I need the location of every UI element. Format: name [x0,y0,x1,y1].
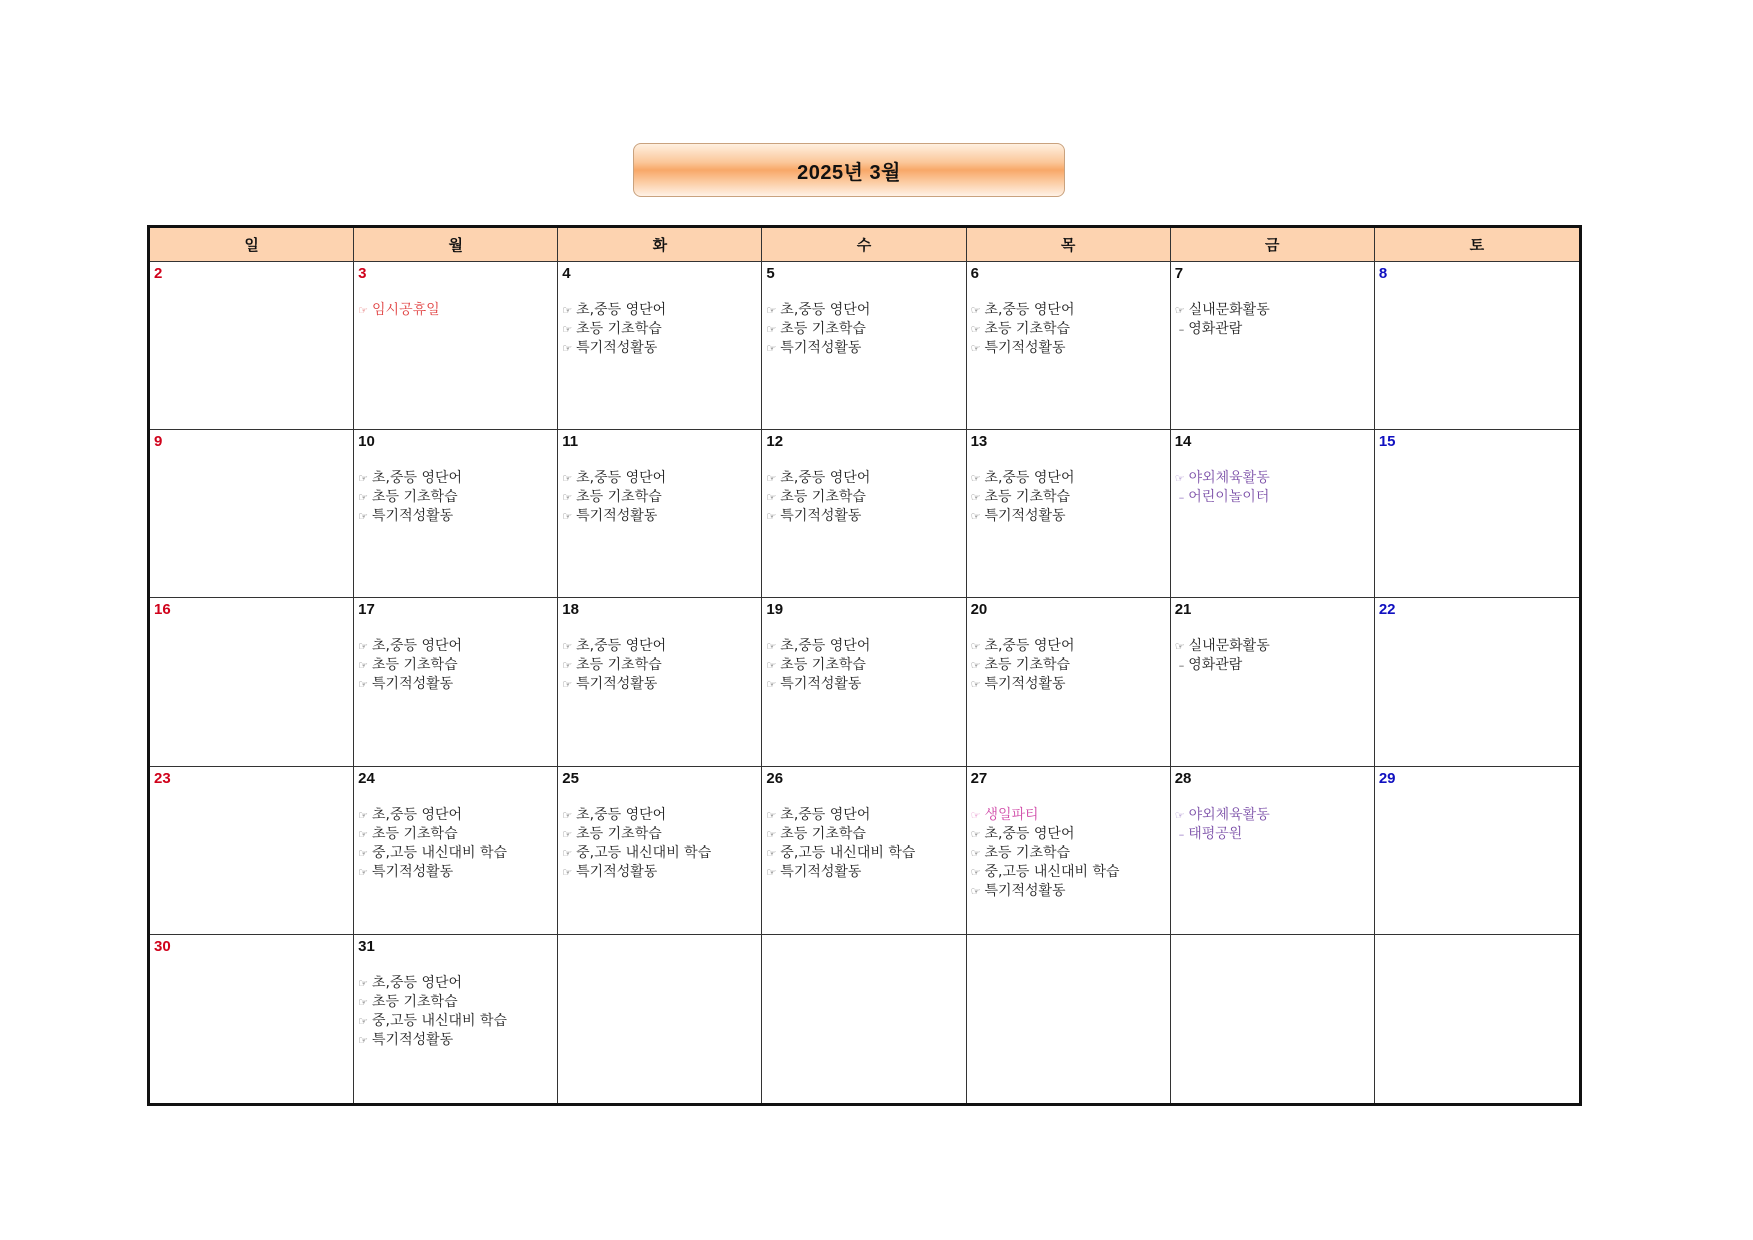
event-text: 초등 기초학습 [780,489,866,506]
event-list [766,469,961,526]
event-list [358,637,553,694]
event-item [358,488,553,507]
event-item [1175,488,1370,507]
weekday-header-tue: 화 [558,228,762,262]
event-text: 특기적성활동 [372,1031,454,1048]
calendar-day-cell [762,430,966,598]
event-text: 초,중등 영단어 [984,302,1075,318]
event-text: 특기적성활동 [372,676,454,693]
day-number: 12 [766,433,784,451]
event-text: 특기적성활동 [984,676,1066,693]
event-text: 특기적성활동 [780,340,862,356]
pointing-hand-icon: ☞ [766,304,777,317]
dash-icon: – [1178,491,1185,505]
day-number: 20 [970,601,988,619]
calendar-day-cell [1171,598,1375,766]
pointing-hand-icon: ☞ [766,472,777,486]
event-list [1175,806,1370,844]
event-item [766,675,961,694]
calendar-day-cell [1171,430,1375,598]
event-item [358,863,553,882]
calendar-day-cell [150,935,354,1103]
event-item [562,488,757,507]
event-item [1175,469,1370,488]
pointing-hand-icon: ☞ [562,342,573,355]
day-number: 27 [970,769,988,787]
event-text: 초등 기초학습 [372,657,458,674]
event-item [766,806,961,825]
event-item [562,825,757,844]
pointing-hand-icon: ☞ [562,827,573,841]
pointing-hand-icon: ☞ [358,640,369,654]
event-item [562,339,757,358]
calendar-day-cell [967,430,1171,598]
day-number: 28 [1174,769,1192,787]
event-text: 초,중등 영단어 [576,470,667,487]
event-text: 초등 기초학습 [984,489,1071,506]
event-list [358,806,553,882]
pointing-hand-icon: ☞ [970,846,981,860]
event-text: 초,중등 영단어 [780,470,871,487]
day-number [1175,938,1370,956]
event-text: 특기적성활동 [984,882,1066,899]
pointing-hand-icon: ☞ [970,491,981,505]
event-text: 초등 기초학습 [372,825,458,842]
event-text: 특기적성활동 [984,508,1066,525]
weekday-header-sat: 토 [1375,228,1579,262]
day-number: 26 [766,769,784,787]
day-number: 11 [562,433,579,451]
pointing-hand-icon: ☞ [970,342,981,355]
calendar-day-cell [1375,935,1579,1103]
event-item [766,339,961,358]
pointing-hand-icon: ☞ [970,323,981,336]
event-list [971,469,1166,526]
event-text: 특기적성활동 [576,508,658,525]
pointing-hand-icon: ☞ [562,678,573,692]
calendar-day-cell [762,598,966,766]
pointing-hand-icon: ☞ [358,678,369,692]
event-item [358,301,553,320]
event-list [358,974,553,1050]
pointing-hand-icon: ☞ [358,976,369,990]
calendar-day-cell [967,598,1171,766]
pointing-hand-icon: ☞ [766,808,777,822]
event-item [562,469,757,488]
calendar-day-cell [150,767,354,935]
dash-icon: – [1178,659,1185,673]
event-text: 초,중등 영단어 [780,638,871,655]
calendar-day-cell [354,767,558,935]
event-item [562,863,757,882]
event-list [562,301,757,358]
event-text: 초,중등 영단어 [576,302,667,318]
calendar-day-cell [150,430,354,598]
event-item [358,806,553,825]
event-item [971,882,1166,901]
calendar-day-cell [1375,430,1579,598]
event-item [358,993,553,1012]
event-item [1175,656,1370,675]
event-item [766,863,961,882]
weekday-header-wed: 수 [762,228,966,262]
event-item [358,675,553,694]
event-text: 영화관람 [1188,657,1243,674]
calendar-day-cell [558,598,762,766]
day-number: 13 [970,433,988,451]
event-item [971,675,1166,694]
day-number: 30 [154,937,171,955]
event-text: 초,중등 영단어 [780,302,871,318]
pointing-hand-icon: ☞ [562,304,573,317]
event-item [766,844,961,863]
pointing-hand-icon: ☞ [766,323,777,336]
day-number: 16 [154,601,171,619]
calendar-grid [147,225,1582,1106]
event-text: 초등 기초학습 [576,489,662,506]
pointing-hand-icon: ☞ [1174,304,1185,317]
calendar-day-cell [558,767,762,935]
event-text: 초,중등 영단어 [984,825,1075,842]
event-item [358,1012,553,1031]
event-item [971,469,1166,488]
event-list [562,806,757,882]
event-text: 초,중등 영단어 [984,638,1075,655]
event-text: 초등 기초학습 [780,657,866,674]
event-text: 야외체육활동 [1188,470,1270,487]
event-list [1175,469,1370,507]
event-text: 중,고등 내신대비 학습 [984,863,1120,880]
day-number [1379,938,1575,956]
event-item [562,507,757,526]
event-item [1175,320,1370,339]
pointing-hand-icon: ☞ [358,865,369,879]
event-text: 특기적성활동 [576,340,658,356]
event-list [971,806,1166,901]
event-item [971,863,1166,882]
pointing-hand-icon: ☞ [1174,640,1185,654]
day-number: 15 [1378,433,1396,451]
pointing-hand-icon: ☞ [358,304,369,317]
day-number: 9 [154,433,163,451]
event-text: 어린이놀이터 [1188,489,1270,506]
pointing-hand-icon: ☞ [358,827,369,841]
event-text: 특기적성활동 [984,340,1066,356]
calendar-day-cell [150,262,354,430]
event-item [766,469,961,488]
calendar-day-cell [150,598,354,766]
pointing-hand-icon: ☞ [358,510,369,524]
event-item [358,844,553,863]
pointing-hand-icon: ☞ [766,491,777,505]
weekday-header-mon: 월 [354,228,558,262]
calendar-day-cell [1375,598,1579,766]
pointing-hand-icon: ☞ [970,884,981,898]
day-number: 8 [1378,265,1388,282]
calendar-day-cell [558,935,762,1103]
day-number: 25 [562,769,579,787]
event-item [766,656,961,675]
day-number [971,938,1166,956]
day-number: 7 [1174,265,1184,282]
pointing-hand-icon: ☞ [358,846,369,860]
pointing-hand-icon: ☞ [766,827,777,841]
event-text: 초등 기초학습 [780,321,866,337]
event-item [562,806,757,825]
event-text: 초등 기초학습 [576,825,662,842]
pointing-hand-icon: ☞ [358,995,369,1009]
event-text: 태평공원 [1188,825,1243,842]
calendar-day-cell [967,767,1171,935]
weekday-header-fri: 금 [1171,228,1375,262]
day-number: 19 [766,601,784,619]
event-text: 초,중등 영단어 [372,974,463,991]
calendar-day-cell [967,262,1171,430]
day-number: 6 [970,265,979,282]
event-text: 초등 기초학습 [984,844,1071,861]
event-text: 초,중등 영단어 [372,470,463,487]
pointing-hand-icon: ☞ [970,827,981,841]
pointing-hand-icon: ☞ [970,510,981,524]
day-number: 22 [1378,601,1396,619]
pointing-hand-icon: ☞ [766,678,777,692]
event-text: 실내문화활동 [1188,638,1270,655]
event-text: 특기적성활동 [372,863,454,880]
event-text: 야외체육활동 [1188,806,1270,823]
event-text: 초등 기초학습 [576,657,662,674]
dash-icon: – [1178,323,1185,336]
day-number: 24 [358,769,375,787]
event-text: 초,중등 영단어 [576,638,667,655]
pointing-hand-icon: ☞ [970,678,981,692]
event-item [1175,806,1370,825]
day-number: 31 [358,937,375,955]
event-text: 특기적성활동 [576,676,658,693]
event-item [971,825,1166,844]
pointing-hand-icon: ☞ [562,846,573,860]
pointing-hand-icon: ☞ [562,865,573,879]
pointing-hand-icon: ☞ [562,472,573,486]
event-text: 중,고등 내신대비 학습 [576,844,712,861]
weekday-header-thu: 목 [967,228,1171,262]
event-item [766,488,961,507]
calendar-title: 2025년 3월 [797,161,901,184]
pointing-hand-icon: ☞ [358,472,369,486]
event-item [766,825,961,844]
event-text: 특기적성활동 [780,508,862,525]
day-number: 14 [1174,433,1192,451]
event-item [358,637,553,656]
calendar-day-cell [354,935,558,1103]
event-item [971,339,1166,358]
event-item [971,507,1166,526]
event-text: 특기적성활동 [780,863,862,880]
event-text: 중,고등 내신대비 학습 [372,1012,508,1029]
event-text: 실내문화활동 [1188,302,1270,318]
calendar-day-cell [762,767,966,935]
event-item [766,301,961,320]
event-item [971,320,1166,339]
calendar-day-cell [1375,262,1579,430]
event-list [766,806,961,882]
day-number [766,938,961,956]
pointing-hand-icon: ☞ [562,640,573,654]
event-item [971,806,1166,825]
event-text: 중,고등 내신대비 학습 [780,844,916,861]
pointing-hand-icon: ☞ [766,640,777,654]
event-text: 임시공휴일 [372,302,440,318]
event-text: 초,중등 영단어 [372,806,463,823]
pointing-hand-icon: ☞ [766,846,777,860]
calendar-day-cell [354,598,558,766]
event-list [766,637,961,694]
pointing-hand-icon: ☞ [562,659,573,673]
pointing-hand-icon: ☞ [970,865,981,879]
day-number: 3 [358,265,367,282]
event-item [971,637,1166,656]
event-item [358,656,553,675]
pointing-hand-icon: ☞ [358,1033,369,1047]
event-list [562,637,757,694]
event-text: 초등 기초학습 [372,993,458,1010]
pointing-hand-icon: ☞ [562,323,573,336]
event-item [1175,301,1370,320]
event-item [1175,637,1370,656]
pointing-hand-icon: ☞ [562,808,573,822]
event-item [971,488,1166,507]
calendar-day-cell [558,430,762,598]
event-list [1175,301,1370,339]
event-item [562,320,757,339]
event-text: 영화관람 [1188,321,1243,337]
pointing-hand-icon: ☞ [358,491,369,505]
calendar-day-cell [558,262,762,430]
event-text: 초등 기초학습 [984,657,1071,674]
pointing-hand-icon: ☞ [358,659,369,673]
event-item [766,507,961,526]
event-list [562,469,757,526]
pointing-hand-icon: ☞ [970,640,981,654]
pointing-hand-icon: ☞ [562,491,573,505]
calendar-title-banner [633,143,1065,197]
pointing-hand-icon: ☞ [766,865,777,879]
pointing-hand-icon: ☞ [970,808,981,822]
event-item [562,637,757,656]
weekday-header-sun: 일 [150,228,354,262]
day-number: 17 [358,601,375,619]
day-number: 18 [562,601,579,619]
event-item [358,825,553,844]
event-item [358,507,553,526]
event-item [562,656,757,675]
pointing-hand-icon: ☞ [970,472,981,486]
day-number: 10 [358,433,375,451]
event-item [766,320,961,339]
event-item [971,301,1166,320]
calendar-day-cell [967,935,1171,1103]
pointing-hand-icon: ☞ [766,659,777,673]
event-item [358,974,553,993]
event-item [562,301,757,320]
day-number: 29 [1378,769,1396,787]
event-list [358,469,553,526]
event-text: 초등 기초학습 [576,321,662,337]
calendar-day-cell [762,935,966,1103]
event-list [971,301,1166,358]
event-item [971,656,1166,675]
pointing-hand-icon: ☞ [358,808,369,822]
event-text: 초등 기초학습 [984,321,1071,337]
event-text: 특기적성활동 [576,863,658,880]
calendar-day-cell [762,262,966,430]
pointing-hand-icon: ☞ [1174,472,1185,486]
event-text: 특기적성활동 [780,676,862,693]
event-list [971,637,1166,694]
pointing-hand-icon: ☞ [1174,808,1185,822]
calendar-day-cell [354,262,558,430]
day-number: 21 [1174,601,1192,619]
day-number [562,938,757,956]
calendar-day-cell [354,430,558,598]
day-number: 2 [154,265,163,282]
event-item [562,675,757,694]
day-number: 4 [562,265,571,282]
pointing-hand-icon: ☞ [766,342,777,355]
dash-icon: – [1178,827,1185,841]
pointing-hand-icon: ☞ [970,659,981,673]
pointing-hand-icon: ☞ [766,510,777,524]
event-list [358,301,553,320]
event-text: 초,중등 영단어 [576,806,667,823]
event-text: 초,중등 영단어 [984,470,1075,487]
event-item [766,637,961,656]
event-text: 초,중등 영단어 [780,806,871,823]
pointing-hand-icon: ☞ [970,304,981,317]
event-item [562,844,757,863]
event-text: 특기적성활동 [372,508,454,525]
event-text: 초등 기초학습 [780,825,866,842]
event-text: 초등 기초학습 [372,489,458,506]
event-list [1175,637,1370,675]
event-item [971,844,1166,863]
calendar-day-cell [1375,767,1579,935]
day-number: 5 [766,265,775,282]
calendar-day-cell [1171,767,1375,935]
pointing-hand-icon: ☞ [358,1014,369,1028]
day-number: 23 [154,769,171,787]
event-item [358,1031,553,1050]
event-text: 중,고등 내신대비 학습 [372,844,508,861]
event-list [766,301,961,358]
calendar-day-cell [1171,935,1375,1103]
pointing-hand-icon: ☞ [562,510,573,524]
calendar-day-cell [1171,262,1375,430]
event-text: 초,중등 영단어 [372,638,463,655]
event-item [1175,825,1370,844]
event-text: 생일파티 [984,806,1039,823]
event-item [358,469,553,488]
